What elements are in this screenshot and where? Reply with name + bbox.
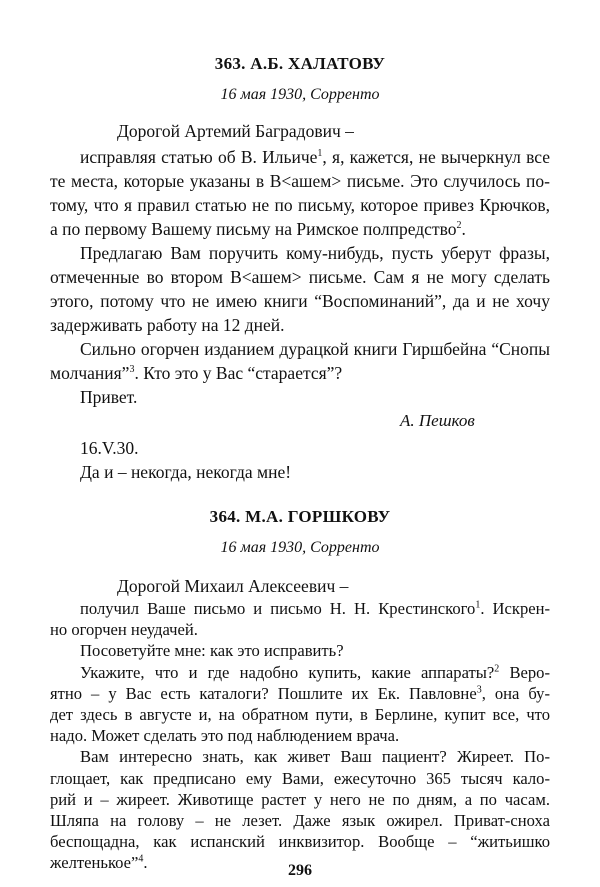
letter-363-line: задерживать работу на 12 дней. [50, 315, 285, 335]
letter-363-line: отмеченные во втором В<ашем> письме. Сам я не могу сделать [50, 267, 550, 287]
footnote-mark: 1 [317, 148, 323, 160]
footnote-mark: 2 [494, 663, 500, 675]
letter-364-line: Посоветуйте мне: как это исправить? [80, 641, 344, 661]
letter-363-line: этого, потому что не имею книги “Воспоминаний”, да и не хочу [50, 291, 550, 311]
letter-363-heading: 363. А.Б. ХАЛАТОВУ [214, 54, 386, 73]
letter-364-line: рий и – жиреет. Животище растет у него не по дням, а по часам. [50, 789, 550, 809]
footnote-mark: 3 [129, 364, 135, 376]
letter-363-date: 16 мая 1930, Сорренто [220, 86, 380, 103]
letter-364-heading: 364. М.А. ГОРШКОВУ [209, 507, 391, 526]
letter-364-line: беспощадна, как испанский инквизитор. Вообще – “житьишко [50, 832, 550, 852]
footnote-mark: 3 [476, 684, 482, 696]
letter-364-line: глощает, как предписано ему Вами, ежесуточно 365 тысяч кало- [50, 768, 550, 788]
letter-364-line: дет здесь в августе и, на обратном пути, в Берлине, купит все, что [50, 705, 550, 724]
letter-364-line: ятно – у Вас есть каталоги? Пошлите их Ек. Павловне$^3$, она бу- [50, 683, 550, 703]
letter-364-line: но огорчен неудачей. [50, 620, 198, 640]
letter-363-line: а по первому Вашему письму на Римское полпредство$^2$. [50, 219, 466, 239]
letter-363-line: 16.V.30. [80, 438, 139, 458]
letter-364-date: 16 мая 1930, Сорренто [220, 539, 380, 556]
letter-364-line: надо. Может сделать это под наблюдением врача. [50, 726, 400, 746]
letter-363-line: исправляя статью об В. Ильиче$^1$, я, кажется, не вычеркнул все [80, 147, 550, 167]
letter-364-line: Вам интересно знать, как живет Ваш пациент? Жиреет. По- [80, 747, 550, 767]
letter-364-line: Укажите, что и где надобно купить, какие аппараты?$^2$ Веро- [80, 662, 550, 682]
letter-363-line: Сильно огорчен изданием дурацкой книги Гиршбейна “Снопы [80, 339, 550, 359]
letter-364-salutation: Дорогой Михаил Алексеевич – [117, 576, 349, 596]
footnote-mark: 1 [475, 599, 481, 611]
letter-363-line: Предлагаю Вам поручить кому-нибудь, пусть уберут фразы, [80, 243, 550, 263]
letter-363-line: молчания”$^3$. Кто это у Вас “старается”? [50, 363, 343, 383]
letter-363-line: тому, что я правил статью не по письму, которое привез Крючков, [50, 195, 550, 215]
letter-363-signature: А. Пешков [400, 411, 475, 430]
letter-364-line: получил Ваше письмо и письмо Н. Н. Крестинского$^1$. Искрен- [80, 599, 551, 618]
footnote-mark: 4 [138, 853, 144, 865]
letter-364-line: желтенькое”$^4$. [50, 853, 148, 873]
letter-363-salutation: Дорогой Артемий Баградович – [117, 121, 354, 141]
letter-364-line: Шляпа на голову – не лезет. Даже язык ожирел. Приват-сноха [50, 811, 550, 830]
letter-363-line: Да и – некогда, некогда мне! [80, 462, 292, 482]
letter-363-line: те места, которые указаны в В<ашем> письме. Это случилось по- [50, 171, 550, 191]
footnote-mark: 2 [456, 220, 462, 232]
letter-363-line: Привет. [80, 387, 138, 407]
page-number: 296 [288, 862, 312, 879]
